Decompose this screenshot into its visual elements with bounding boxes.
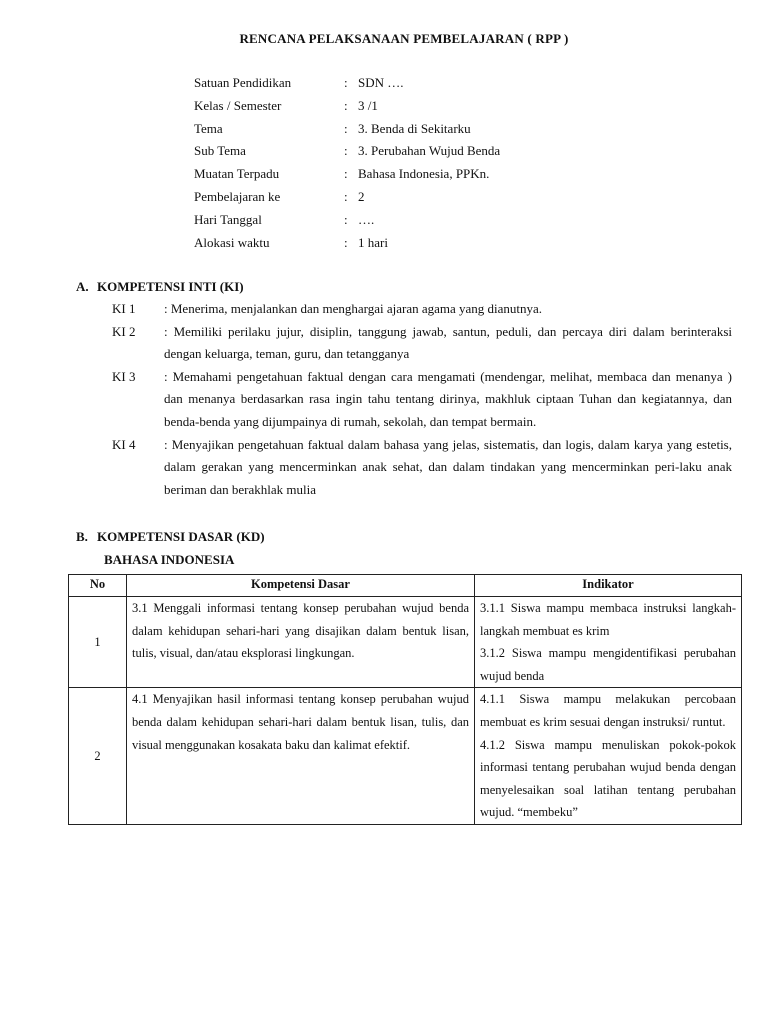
section-letter: A.	[76, 279, 89, 294]
identity-separator: :	[344, 75, 348, 90]
identity-label: Alokasi waktu	[194, 234, 270, 250]
identity-row	[194, 189, 500, 212]
ki-item	[112, 366, 732, 434]
ki-text: : Menyajikan pengetahuan faktual dalam bahasa yang jelas, sistematis, dan logis, dalam karya yang estetis, dalam gerakan yang mencerminkan anak sehat, dan dalam tindakan yang mencerminkan peri-laku anak beriman dan berakhlak mulia	[164, 436, 732, 497]
section-a-heading	[76, 279, 244, 295]
identity-separator: :	[344, 188, 348, 204]
identity-row	[194, 166, 500, 189]
identity-separator: :	[344, 97, 348, 113]
identity-label: Tema	[194, 120, 223, 136]
section-title: KOMPETENSI INTI (KI)	[97, 279, 244, 294]
indicator-cell	[475, 688, 742, 825]
ki-text: : Memahami pengetahuan faktual dengan cara mengamati (mendengar, melihat, membaca dan menanya ) dan menanya berdasarkan rasa ingin tahu tentang dirinya, makhluk ciptaan Tuhan dan kegiatannya, dan benda-benda yang dijumpainya di rumah, sekolah, dan tempat bermain.	[164, 368, 732, 429]
identity-label: Pembelajaran ke	[194, 188, 281, 204]
identity-value: Bahasa Indonesia, PPKn.	[358, 166, 490, 182]
kd-cell	[127, 688, 475, 825]
identity-row	[194, 235, 500, 258]
column-header-indikator: Indikator	[475, 575, 742, 597]
identity-row	[194, 143, 500, 166]
identity-value: 3 /1	[358, 97, 378, 113]
table-row	[69, 597, 742, 688]
identity-label: Satuan Pendidikan	[194, 75, 292, 90]
indicator-item: 3.1.2 Siswa mampu mengidentifikasi perubahan wujud benda	[480, 646, 736, 683]
kd-text: 3.1 Menggali informasi tentang konsep perubahan wujud benda dalam kehidupan sehari-hari yang disajikan dalam bentuk lisan, tulis, visual, dan/atau eksplorasi lingkungan.	[132, 601, 469, 661]
ki-code: KI 2	[112, 323, 136, 339]
identity-label: Kelas / Semester	[194, 97, 282, 113]
identity-value: SDN ….	[358, 75, 404, 90]
ki-code: KI 4	[112, 436, 136, 452]
column-header-no: No	[69, 575, 127, 597]
identity-separator: :	[344, 211, 348, 227]
kd-table	[68, 574, 742, 825]
ki-item	[112, 434, 732, 502]
section-title: KOMPETENSI DASAR (KD)	[97, 529, 265, 544]
identity-value: 3. Benda di Sekitarku	[358, 120, 471, 136]
identity-block	[194, 75, 500, 257]
identity-value: ….	[358, 211, 375, 227]
kd-cell	[127, 597, 475, 688]
identity-separator: :	[344, 120, 348, 136]
ki-item	[112, 321, 732, 366]
table-header-row	[69, 575, 742, 597]
row-number: 1	[69, 597, 127, 688]
ki-text: : Memiliki perilaku jujur, disiplin, tanggung jawab, santun, peduli, dan percaya diri dalam berinteraksi dengan keluarga, teman, guru, dan tetangganya	[164, 323, 732, 362]
ki-item	[112, 298, 732, 321]
subject-heading: BAHASA INDONESIA	[104, 552, 235, 567]
indicator-item: 4.1.1 Siswa mampu melakukan percobaan membuat es krim sesuai dengan instruksi/ runtut.	[480, 692, 736, 729]
identity-label: Sub Tema	[194, 143, 246, 159]
identity-separator: :	[344, 166, 348, 182]
identity-row	[194, 75, 500, 98]
identity-value: 1 hari	[358, 234, 388, 250]
document-title: RENCANA PELAKSANAAN PEMBELAJARAN ( RPP )	[239, 31, 569, 46]
identity-label: Hari Tanggal	[194, 211, 262, 227]
section-b-heading	[76, 529, 265, 545]
indicator-cell	[475, 597, 742, 688]
identity-row	[194, 212, 500, 235]
identity-row	[194, 98, 500, 121]
section-letter: B.	[76, 529, 88, 544]
indicator-item: 3.1.1 Siswa mampu membaca instruksi langkah-langkah membuat es krim	[480, 601, 736, 638]
row-number: 2	[69, 688, 127, 825]
identity-value: 3. Perubahan Wujud Benda	[358, 143, 501, 159]
indicator-item: 4.1.2 Siswa mampu menuliskan pokok-pokok informasi tentang perubahan wujud benda dengan menyelesaikan soal latihan tentang perubahan wujud. “membeku”	[480, 737, 736, 820]
ki-list	[112, 298, 732, 501]
column-header-kd: Kompetensi Dasar	[127, 575, 475, 597]
identity-separator: :	[344, 143, 348, 159]
ki-text: : Menerima, menjalankan dan menghargai ajaran agama yang dianutnya.	[164, 301, 543, 316]
ki-code: KI 3	[112, 368, 136, 384]
identity-separator: :	[344, 234, 348, 250]
identity-row	[194, 121, 500, 144]
table-row	[69, 688, 742, 825]
ki-code: KI 1	[112, 301, 136, 316]
kd-text: 4.1 Menyajikan hasil informasi tentang konsep perubahan wujud benda dalam kehidupan sehari-hari dalam bentuk lisan, tulis, dan visual menggunakan kosakata baku dan kalimat efektif.	[132, 692, 469, 752]
identity-label: Muatan Terpadu	[194, 166, 280, 182]
identity-value: 2	[358, 188, 365, 204]
